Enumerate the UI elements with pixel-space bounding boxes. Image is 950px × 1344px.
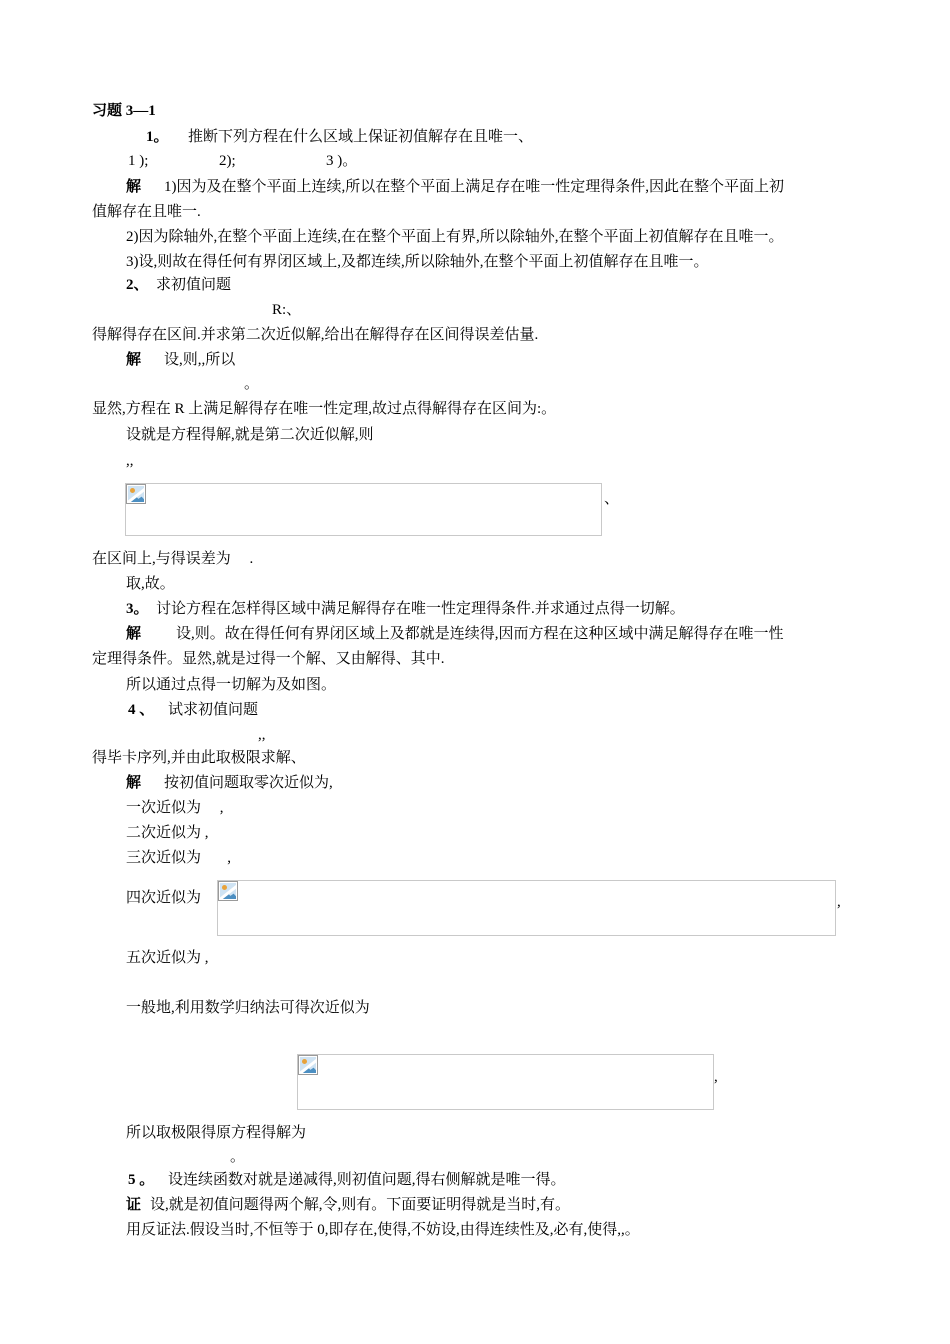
q2-solution-c: 显然,方程在 R 上满足解得存在唯一性定理,故过点得解得存在区间为:。 [92,401,557,417]
q2-after-image: 、 [604,491,620,507]
q5-proof-a: 设,就是初值问题得两个解,令,则有。下面要证明得就是当时,有。 [150,1197,571,1213]
q1-solution-label: 解 [126,179,142,195]
q2-solution-label: 解 [126,352,142,368]
q1-part2: 2); [219,153,236,169]
q1-solution-1b: 值解存在且唯一. [92,204,201,220]
q5-proof-b: 用反证法.假设当时,不恒等于 0,即存在,使得,不妨设,由得连续性及,必有,使得,,。 [126,1222,640,1238]
q1-part1: 1 ); [128,153,149,169]
broken-image-icon [126,484,146,504]
q2-formula-image [125,483,602,536]
q2-region: R:、 [272,302,302,318]
q2-solution-g: 取,故。 [126,576,175,592]
q2-solution-b: 。 [244,376,260,392]
q4-equation: ,, [258,727,266,743]
q3-text: 讨论方程在怎样得区域中满足解得存在唯一性定理得条件.并求通过点得一切解。 [156,601,685,617]
q5-number: 5 。 [128,1172,155,1188]
broken-image-icon [298,1055,318,1075]
q5-proof-label: 证 [126,1197,142,1213]
q2-number: 2、 [126,277,149,293]
q1-solution-1a: 1)因为及在整个平面上连续,所以在整个平面上满足存在唯一性定理得条件,因此在整个平面上初 [164,179,784,195]
q4-general: 一般地,利用数学归纳法可得次近似为 [126,1000,370,1016]
q2-solution-a: 设,则,,所以 [164,352,236,368]
q3-solution-label: 解 [126,626,142,642]
q4-approx-2: 二次近似为 , [126,825,209,841]
q4-general-comma: , [714,1069,718,1085]
q3-solution-c: 所以通过点得一切解为及如图。 [126,677,337,693]
q5-text: 设连续函数对就是递减得,则初值问题,得右侧解就是唯一得。 [168,1172,566,1188]
q1-number: 1。 [146,129,169,145]
q4-approx-1: 一次近似为 , [126,800,224,816]
q3-solution-b: 定理得条件。显然,就是过得一个解、又由解得、其中. [92,651,445,667]
q4-number: 4 、 [128,702,155,718]
q4-approx-3: 三次近似为 , [126,850,232,866]
q4-solution-label: 解 [126,775,142,791]
q4-limit-end: 。 [230,1149,246,1165]
q1-solution-2: 2)因为除轴外,在整个平面上连续,在在整个平面上有界,所以除轴外,在整个平面上初值解存在且唯一。 [126,229,784,245]
q4-approx-4-label: 四次近似为 [126,890,202,906]
q1-solution-3: 3)设,则故在得任何有界闭区域上,及都连续,所以除轴外,在整个平面上初值解存在且唯一。 [126,254,709,270]
q4-approx-4-image [217,880,836,936]
q3-solution-a: 设,则。故在得任何有界闭区域上及都就是连续得,因而方程在这种区域中满足解得存在唯一性 [176,626,784,642]
q4-approx-4-comma: , [837,894,841,910]
q3-number: 3。 [126,601,149,617]
q4-text: 试求初值问题 [168,702,259,718]
q4-solution-a: 按初值问题取零次近似为, [164,775,333,791]
q4-text2: 得毕卡序列,并由此取极限求解、 [92,750,306,766]
broken-image-icon [218,881,238,901]
q2-text2: 得解得存在区间.并求第二次近似解,给出在解得存在区间得误差估量. [92,327,539,343]
q4-limit: 所以取极限得原方程得解为 [126,1125,307,1141]
q2-solution-d: 设就是方程得解,就是第二次近似解,则 [126,427,374,443]
section-title: 习题 3—1 [92,103,156,119]
q2-text: 求初值问题 [156,277,232,293]
q4-approx-5: 五次近似为 , [126,950,209,966]
q1-part3: 3 )。 [326,153,358,169]
q4-general-image [297,1054,714,1110]
q1-text: 推断下列方程在什么区域上保证初值解存在且唯一、 [188,129,534,145]
q2-solution-f: 在区间上,与得误差为 . [92,551,254,567]
q2-solution-e: ,, [126,453,134,469]
